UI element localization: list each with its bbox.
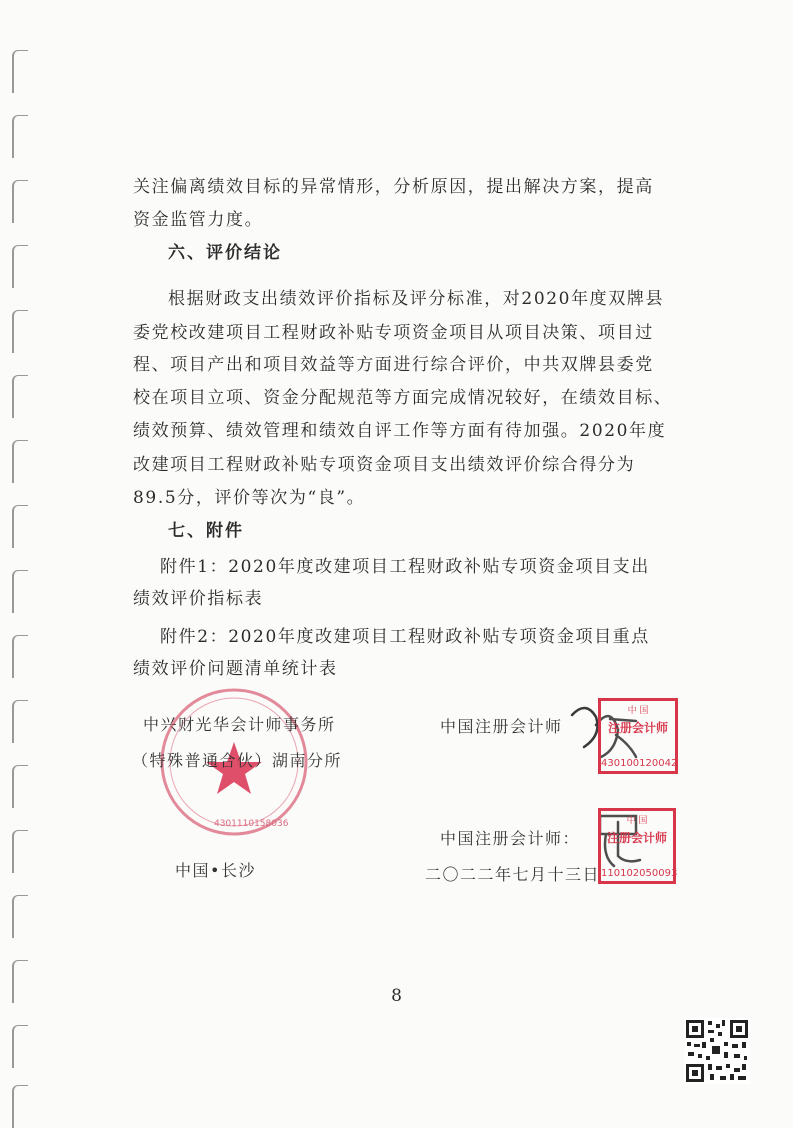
cpa1-stamp	[598, 698, 678, 774]
paragraph-line: 关注偏离绩效目标的异常情形，分析原因，提出解决方案，提高	[133, 177, 654, 197]
paragraph-line: 89.5分，评价等次为“良”。	[133, 488, 366, 508]
cpa2-stamp-mid: 注册会计师	[606, 831, 667, 845]
paragraph-line: 资金监管力度。	[133, 210, 264, 230]
attachment-line: 绩效评价问题清单统计表	[133, 659, 338, 679]
paragraph-line: 根据财政支出绩效评价指标及评分标准，对2020年度双牌县	[168, 289, 665, 309]
page-number: 8	[391, 986, 402, 1006]
cpa2-stamp-code: 110102050093	[601, 868, 678, 879]
paragraph-line: 委党校改建项目工程财政补贴专项资金项目从项目决策、项目过	[133, 323, 654, 343]
paragraph-line: 绩效预算、绩效管理和绩效自评工作等方面有待加强。2020年度	[133, 421, 667, 441]
cpa1-stamp-top: 中 国	[627, 706, 649, 716]
cpa2-label: 中国注册会计师：	[440, 829, 581, 848]
qr-code-image	[684, 1018, 750, 1084]
paragraph-line: 程、项目产出和项目效益等方面进行综合评价，中共双牌县委党	[133, 355, 654, 375]
paragraph-line: 校在项目立项、资金分配规范等方面完成情况较好，在绩效目标、	[133, 388, 673, 408]
attachment-line: 附件1：2020年度改建项目工程财政补贴专项资金项目支出	[160, 557, 650, 577]
paragraph-line: 改建项目工程财政补贴专项资金项目支出绩效评价综合得分为	[133, 455, 636, 475]
cpa2-stamp	[598, 808, 676, 884]
cpa2-stamp-top: 中 国	[626, 816, 648, 826]
firm-location: 中国•长沙	[175, 861, 256, 880]
section-heading: 七、附件	[168, 521, 244, 541]
seal-number: 4301110158036	[214, 819, 289, 829]
cpa1-stamp-code: 430100120042	[601, 758, 678, 769]
attachment-line: 绩效评价指标表	[133, 589, 264, 609]
attachment-line: 附件2：2020年度改建项目工程财政补贴专项资金项目重点	[160, 627, 650, 647]
firm-name-line2: （特殊普通合伙）湖南分所	[132, 751, 343, 770]
firm-name-line1: 中兴财光华会计师事务所	[143, 715, 336, 734]
cpa1-stamp-mid: 注册会计师	[607, 721, 668, 735]
report-date: 二〇二二年七月十三日	[425, 865, 601, 884]
cpa1-label: 中国注册会计师	[440, 717, 563, 736]
section-heading: 六、评价结论	[168, 243, 282, 263]
